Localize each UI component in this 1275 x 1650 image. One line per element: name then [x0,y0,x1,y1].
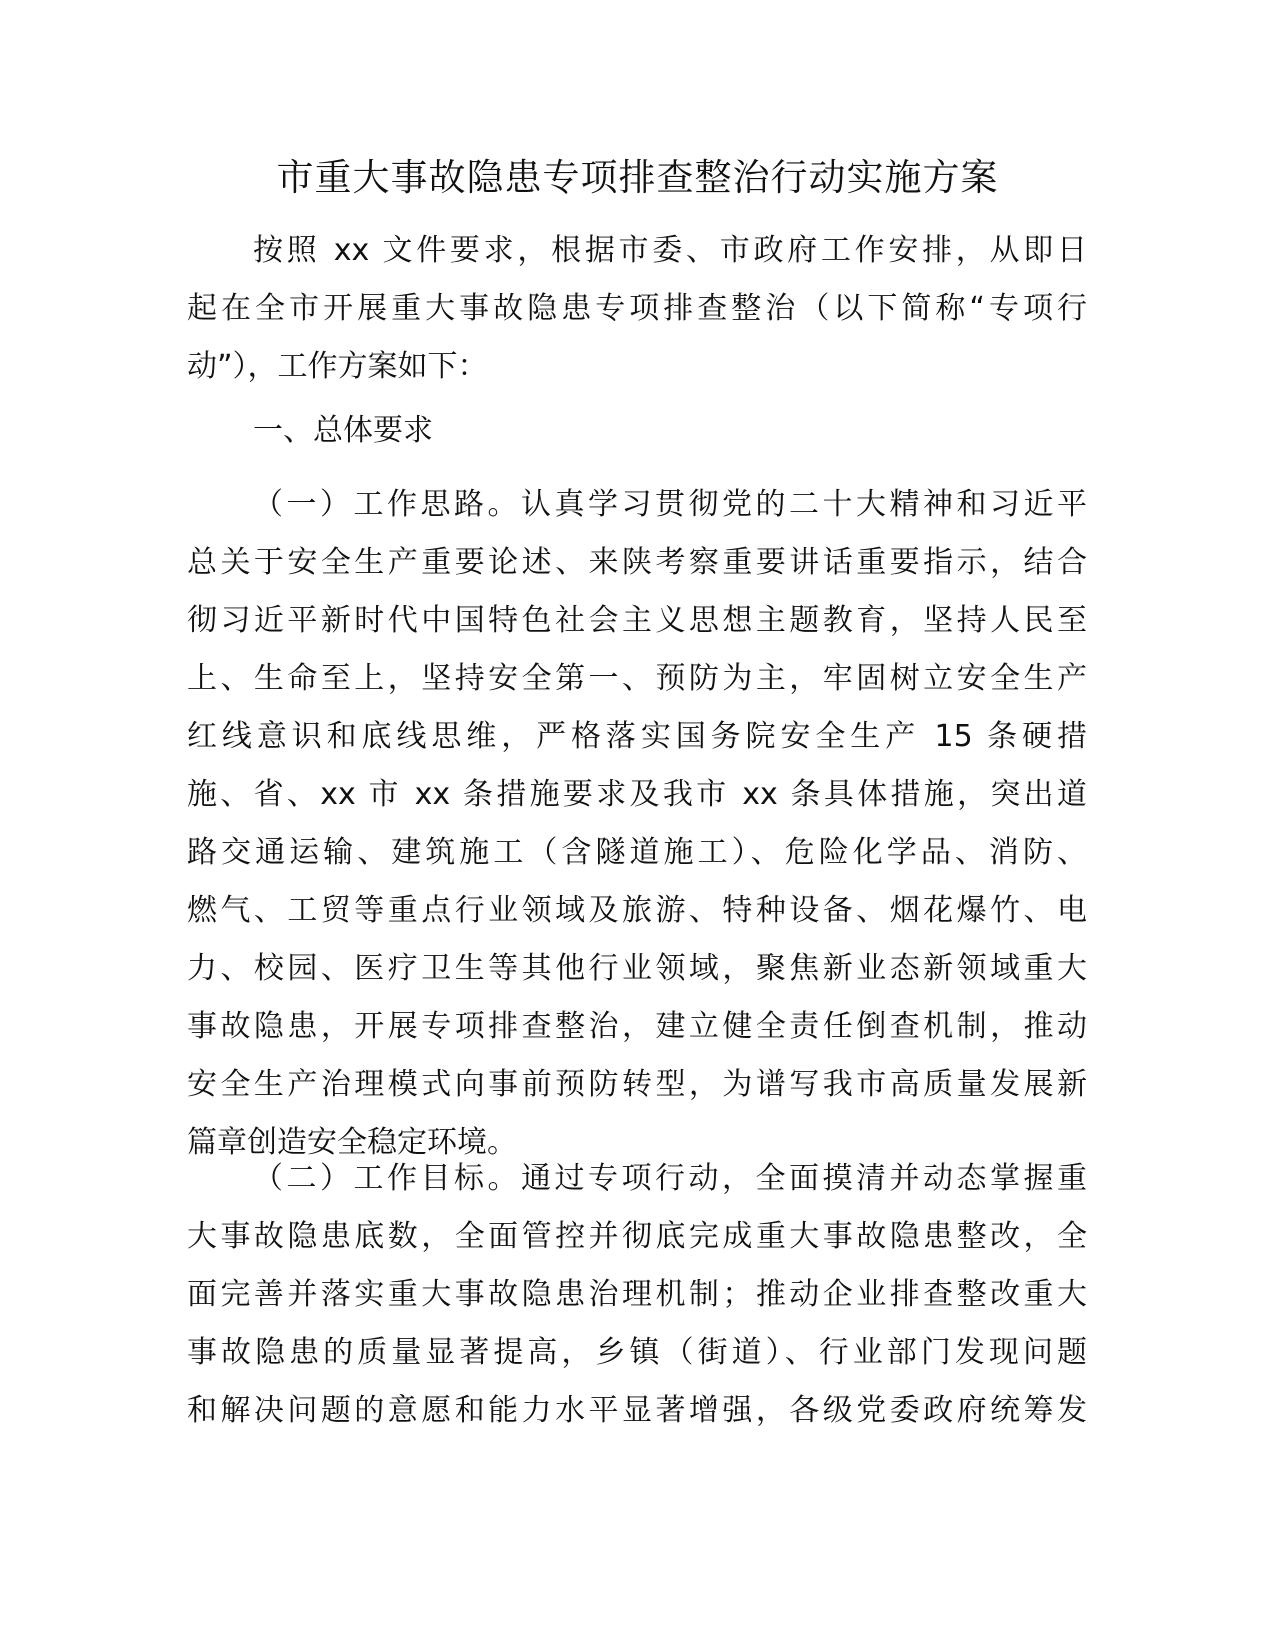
document-title: 市重大事故隐患专项排查整治行动实施方案 [276,156,999,199]
text-line: 路交通运输、建筑施工（含隧道施工）、危险化学品、消防、 [187,835,1087,870]
text-line: 面完善并落实重大事故隐患治理机制；推动企业排查整改重大 [187,1277,1087,1312]
intro-paragraph [187,222,1087,396]
text-line: 按照 xx 文件要求，根据市委、市政府工作安排，从即日 [253,233,1087,268]
text-line: 施、省、xx 市 xx 条措施要求及我市 xx 条具体措施，突出道 [187,777,1087,812]
text-line: 起在全市开展重大事故隐患专项排查整治（以下简称“专项行 [187,291,1087,326]
text-line: 红线意识和底线思维，严格落实国务院安全生产 15 条硬措 [187,719,1087,754]
text-line: 上、生命至上，坚持安全第一、预防为主，牢固树立安全生产 [187,661,1087,696]
section-heading-text: 一、总体要求 [253,413,433,448]
work-goals-paragraph [187,1150,1087,1440]
text-line: 和解决问题的意愿和能力水平显著增强，各级党委政府统筹发 [187,1393,1087,1428]
text-line: 事故隐患，开展专项排查整治，建立健全责任倒查机制，推动 [187,1009,1087,1044]
text-line: 大事故隐患底数，全面管控并彻底完成重大事故隐患整改，全 [187,1219,1087,1254]
section-heading [187,402,1087,460]
text-line: （二）工作目标。通过专项行动，全面摸清并动态掌握重 [253,1161,1087,1196]
text-line: 总关于安全生产重要论述、来陕考察重要讲话重要指示，结合 [187,545,1087,580]
text-line: 彻习近平新时代中国特色社会主义思想主题教育，坚持人民至 [187,603,1087,638]
text-line: 燃气、工贸等重点行业领域及旅游、特种设备、烟花爆竹、电 [187,893,1087,928]
text-line: 力、校园、医疗卫生等其他行业领域，聚焦新业态新领域重大 [187,951,1087,986]
text-line: 动”），工作方案如下： [187,349,488,384]
text-line: 篇章创造安全稳定环境。 [187,1125,517,1160]
text-line: 事故隐患的质量显著提高，乡镇（街道）、行业部门发现问题 [187,1335,1087,1370]
text-line: 安全生产治理模式向事前预防转型，为谱写我市高质量发展新 [187,1067,1087,1102]
text-line: （一）工作思路。认真学习贯彻党的二十大精神和习近平 [253,487,1087,522]
work-approach-paragraph [187,476,1087,1172]
